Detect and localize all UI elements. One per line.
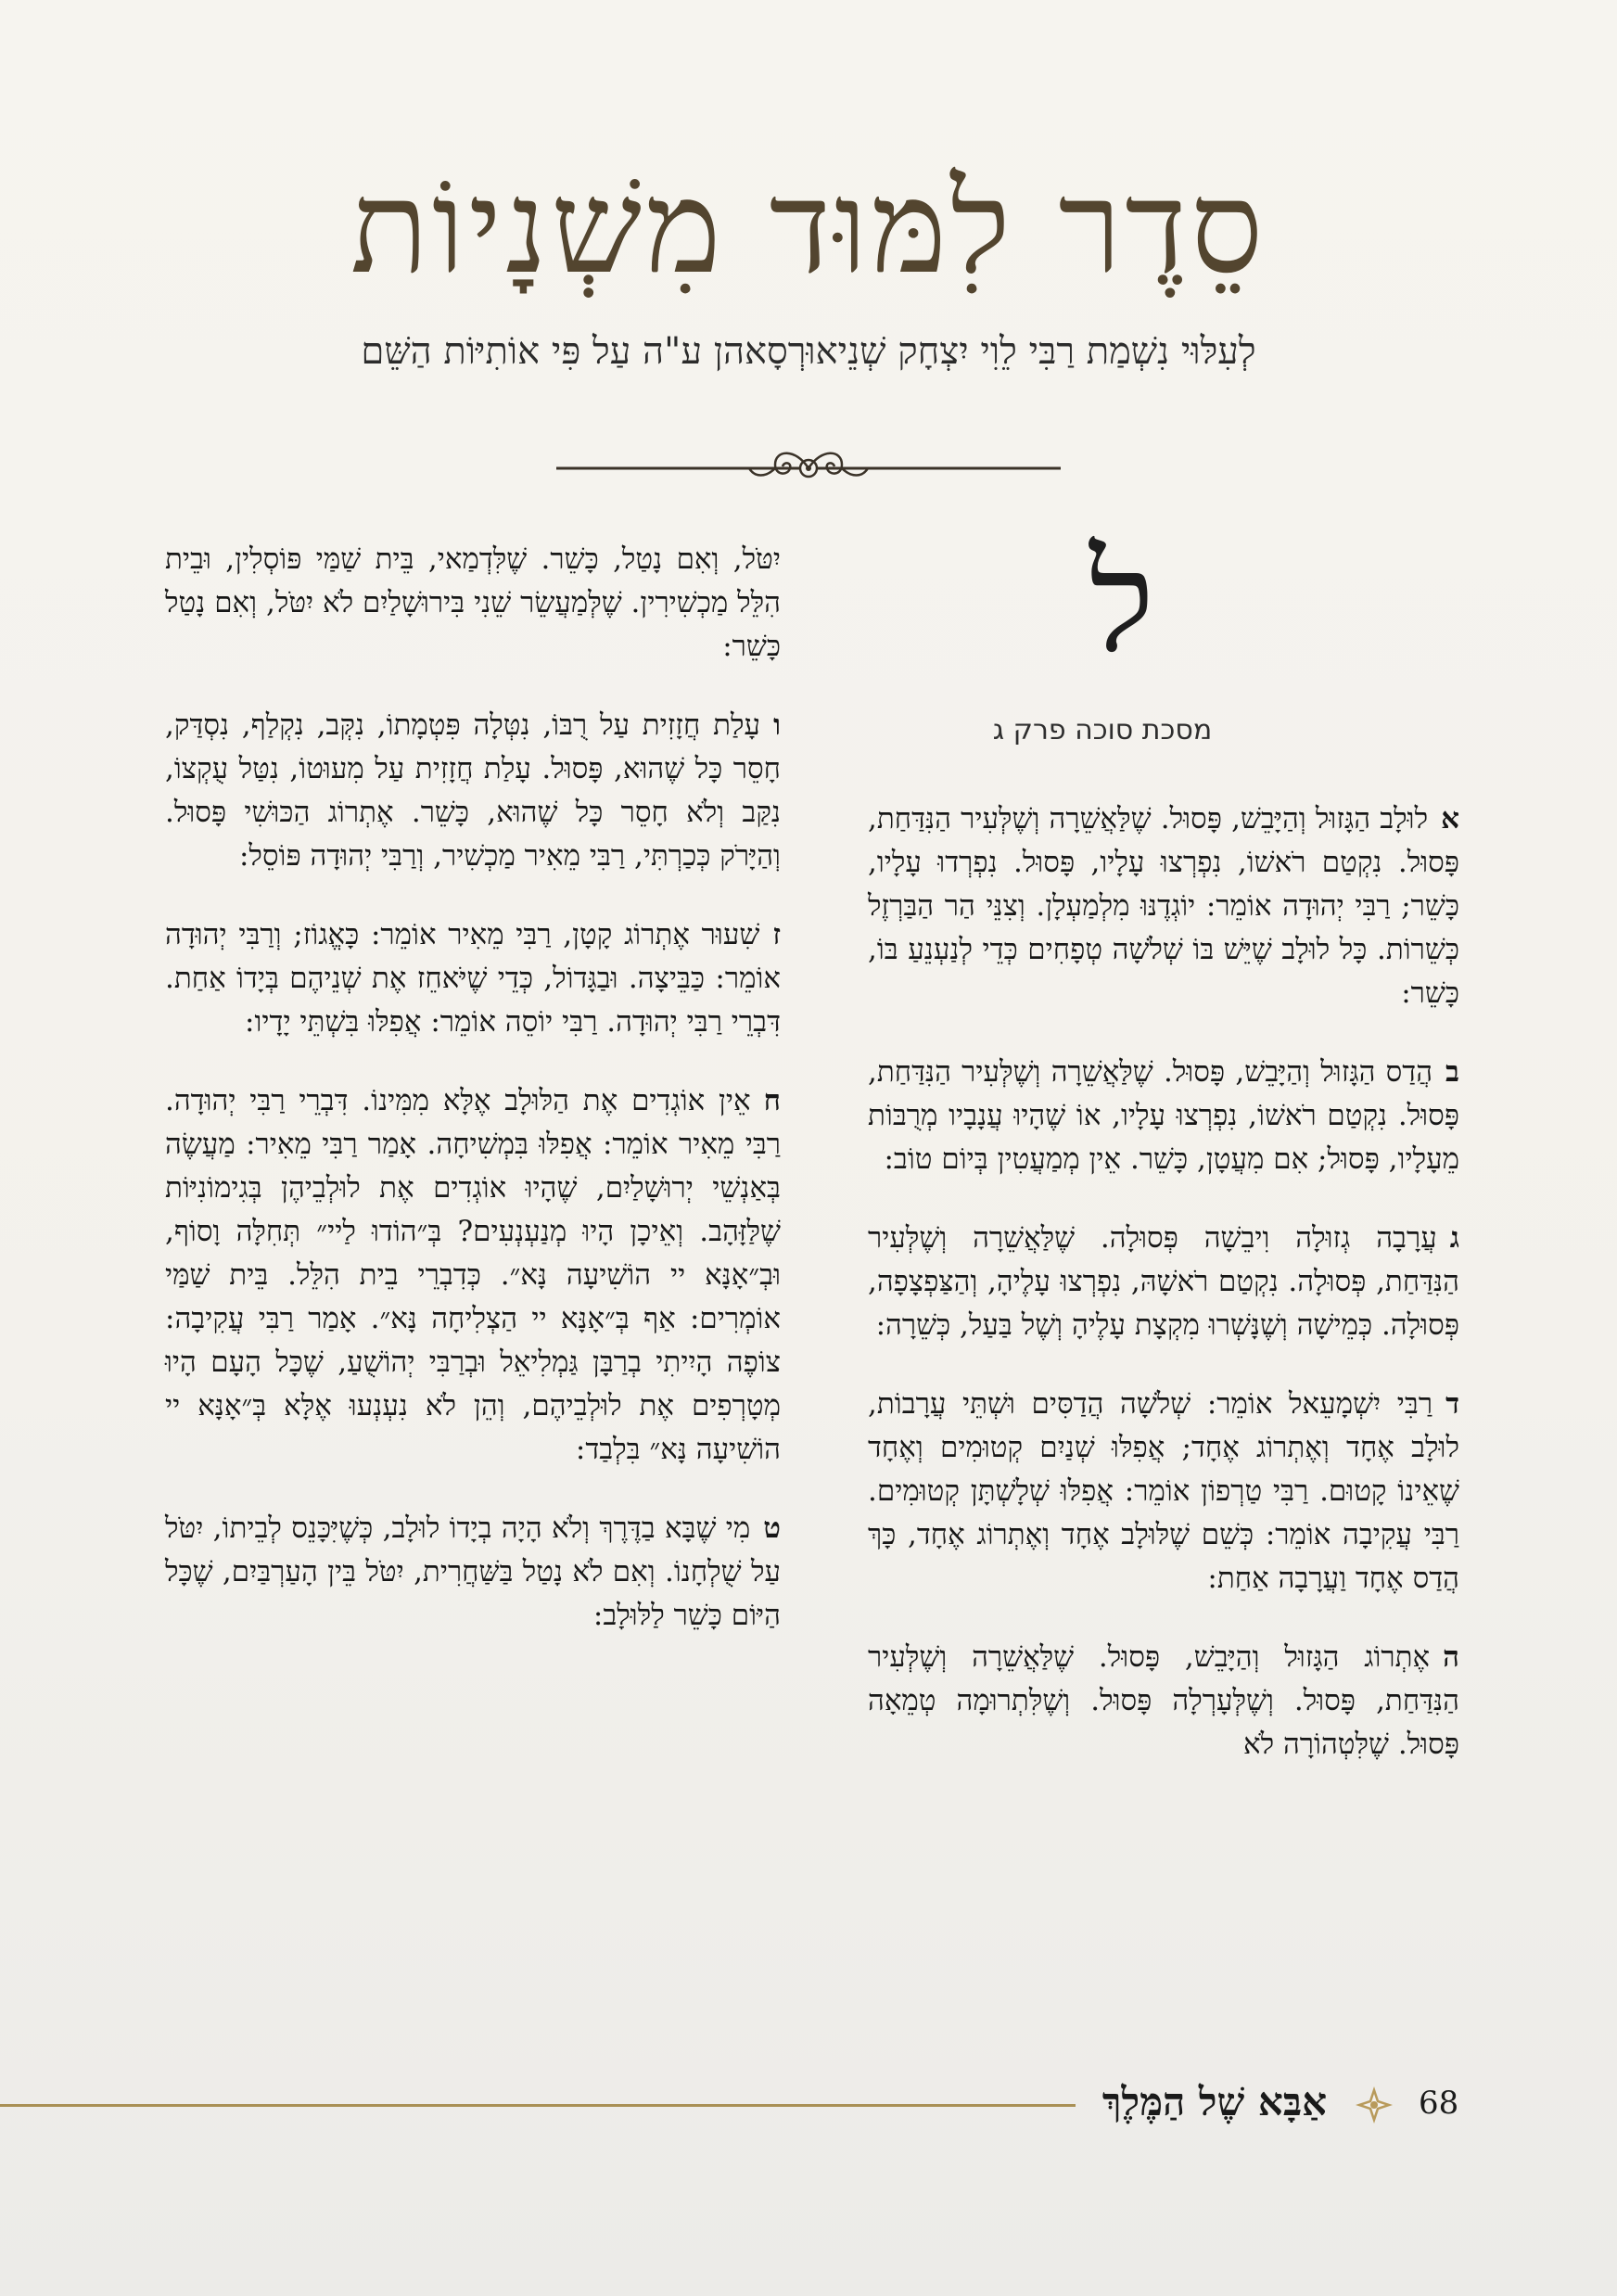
mishna-paragraph (165, 913, 781, 1044)
mishna-text: עֲרָבָה גְזוּלָה וִיבֵשָׁה פְּסוּלָה. שֶׁלַּאֲשֵׁרָה וְשֶׁלְּעִיר הַנִּדַּחַת, פְּסוּלָה. נִקְטַם רֹאשָׁהּ, נִפְרְצוּ עָלֶיהָ, וְהַצַּפְצָפָה, פְּסוּלָה. כְּמֵישָׁה וְשֶׁנָּשְׁרוּ מִקְצָת עָלֶיהָ וְשֶׁל בַּעַל, כְּשֵׁרָה: (868, 1221, 1459, 1342)
mishna-paragraph (868, 1217, 1459, 1347)
page-number: 68 (1419, 2085, 1459, 2122)
mishna-letter: ג (1449, 1221, 1459, 1255)
page-title: סֵדֶר לִמּוּד מִשְׁנָיוֹת (350, 153, 1267, 302)
mishna-paragraph (165, 704, 781, 878)
mishna-letter: ז (772, 918, 781, 951)
mishna-paragraph (868, 1051, 1459, 1181)
footer-brand: אַבָּא שֶׁל הַמֶּלֶךְ (1101, 2079, 1328, 2124)
mishna-letter: ה (1443, 1640, 1459, 1674)
mishna-text: מִי שֶׁבָּא בַדֶּרֶךְ וְלֹא הָיָה בְיָדוֹ לוּלָב, כְּשֶׁיִּכָּנֵס לְבֵיתוֹ, יִטֹּל עַל שֻׁלְחָנוֹ. וְאִם לֹא נָטַל בַּשַּׁחֲרִית, יִטֹּל בֵּין הָעַרְבַּיִם, שֶׁכָּל הַיּוֹם כָּשֵׁר לַלּוּלָב: (165, 1512, 781, 1632)
mishna-paragraph (165, 1507, 781, 1638)
mishna-text: רַבִּי יִשְׁמָעֵאל אוֹמֵר: שְׁלֹשָׁה הֲדַסִּים וּשְׁתֵּי עֲרָבוֹת, לוּלָב אֶחָד וְאֶתְרוֹג אֶחָד; אֲפִלּוּ שְׁנַיִם קְטוּמִים וְאֶחָד שֶׁאֵינוֹ קָטוּם. רַבִּי טַרְפוֹן אוֹמֵר: אֲפִלּוּ שְׁלָשְׁתָּן קְטוּמִים. רַבִּי עֲקִיבָה אוֹמֵר: כְּשֵׁם שֶׁלּוּלָב אֶחָד וְאֶתְרוֹג אֶחָד, כָּךְ הֲדַס אֶחָד וַעֲרָבָה אַחַת: (868, 1387, 1459, 1595)
mishna-paragraph (868, 1383, 1459, 1601)
mishna-letter: ח (763, 1084, 781, 1117)
mishna-paragraph (868, 797, 1459, 1015)
section-letter: ל (1089, 522, 1155, 683)
footer-rule (0, 2104, 1076, 2107)
mishna-paragraph (165, 538, 781, 669)
mishna-text: עָלַת חֲזָזִית עַל רֻבּוֹ, נִטְּלָה פִּטְמָתוֹ, נִקְּב, נִקְלַף, נִסְדַּק, חָסֵר כָּל שֶׁהוּא, פָּסוּל. עָלַת חֲזָזִית עַל מִעוּטוֹ, נִטַּל עֻקְצוֹ, נִקַּב וְלֹא חָסֵר כָּל שֶׁהוּא, כָּשֵׁר. אֶתְרוֹג הַכּוּשִׁי פָּסוּל. וְהַיָּרֹק כְּכַרְתִּי, רַבִּי מֵאִיר מַכְשִׁיר, וְרַבִּי יְהוּדָה פּוֹסֵל: (165, 708, 781, 873)
mishna-paragraph (165, 1079, 781, 1472)
mishna-letter: א (1441, 802, 1459, 835)
divider-ornament-icon (556, 440, 1061, 496)
diamond-ornament-icon (1354, 2085, 1394, 2125)
mishna-text: אֶתְרוֹג הַגָּזוּל וְהַיָּבֵשׁ, פָּסוּל. שֶׁלַּאֲשֵׁרָה וְשֶׁלְּעִיר הַנִּדַּחַת, פָּסוּל. וְשֶׁלְּעָרְלָה פָּסוּל. וְשֶׁלִּתְרוּמָה טְמֵאָה פָּסוּל. שֶׁלִּטְהוֹרָה לֹא (868, 1640, 1459, 1761)
mishna-letter: ו (773, 708, 781, 742)
page-subtitle: לְעִלּוּי נִשְׁמַת רַבִּי לֵוִי יִצְחָק שְׁנֵיאוּרְסָאהן ע"ה עַל פִּי אוֹתִיּוֹת הַשֵּׁם (361, 330, 1256, 373)
tractate-heading: מסכת סוכה פרק ג (992, 714, 1213, 746)
mishna-text: שִׁעוּר אֶתְרוֹג קָטָן, רַבִּי מֵאִיר אוֹמֵר: כָּאֱגוֹז; וְרַבִּי יְהוּדָה אוֹמֵר: כַּבֵּיצָה. וּבַגָּדוֹל, כְּדֵי שֶׁיֹּאחֵז אֶת שְׁנֵיהֶם בְּיָדוֹ אַחַת. דִּבְרֵי רַבִּי יְהוּדָה. רַבִּי יוֹסֵה אוֹמֵר: אֲפִלּוּ בִּשְׁתֵּי יָדָיו: (165, 918, 781, 1039)
mishna-letter: ב (1445, 1055, 1459, 1089)
mishna-letter: ט (763, 1512, 781, 1545)
mishna-paragraph (868, 1636, 1459, 1767)
mishna-text: הֲדַס הַגָּזוּל וְהַיָּבֵשׁ, פָּסוּל. שֶׁלַּאֲשֵׁרָה וְשֶׁלְּעִיר הַנִּדַּחַת, פָּסוּל. נִקְטַם רֹאשׁוֹ, נִפְרְצוּ עָלָיו, אוֹ שֶׁהָיוּ עֲנָבָיו מְרֻבּוֹת מֵעָלָיו, פָּסוּל; אִם מִעֲטָן, כָּשֵׁר. אֵין מְמַעֲטִין בְּיוֹם טוֹב: (868, 1055, 1459, 1176)
left-column (165, 538, 781, 1673)
mishna-text: לוּלָב הַגָּזוּל וְהַיָּבֵשׁ, פָּסוּל. שֶׁלַּאֲשֵׁרָה וְשֶׁלְּעִיר הַנִּדַּחַת, פָּסוּל. נִקְטַם רֹאשׁוֹ, נִפְרְצוּ עָלָיו, פָּסוּל. נִפְרְדוּ עָלָיו, כָּשֵׁר; רַבִּי יְהוּדָה אוֹמֵר: יוֹגְדֶנּוּ מִלְמַעְלָן. וְצִנֵּי הַר הַבַּרְזֶל כְּשֵׁרוֹת. כָּל לוּלָב שֶׁיֵּשׁ בּוֹ שְׁלֹשָׁה טְפָחִים כְּדֵי לְנַעְנֵעַ בּוֹ, כָּשֵׁר: (868, 802, 1459, 1010)
mishna-letter: ד (1445, 1387, 1459, 1421)
mishna-text: אֵין אוֹגְדִים אֶת הַלּוּלָב אֶלָּא מִמִּינוֹ. דִּבְרֵי רַבִּי יְהוּדָה. רַבִּי מֵאִיר אוֹמֵר: אֲפִלּוּ בִּמְשִׁיחָה. אָמַר רַבִּי מֵאִיר: מַעֲשֶׂה בְּאַנְשֵׁי יְרוּשָׁלַיִם, שֶׁהָיוּ אוֹגְדִים אֶת לוּלְבֵיהֶן בְּגִימוֹנִיּוֹת שֶׁלַּזָּהָב. וְאֵיכָן הָיוּ מְנַעְנְעִים? בְּ״הוֹדוּ לַיי״ תְּחִלָּה וָסוֹף, וּבְ״אָנָּא יי הוֹשִׁיעָה נָּא״. כְּדִבְרֵי בֵית הִלֵּל. בֵּית שַׁמַּי אוֹמְרִים: אַף בְּ״אָנָּא יי הַצְלִיחָה נָּא״. אָמַר רַבִּי עֲקִיבָה: צוֹפֶה הָיִיתִי בְרַבָּן גַּמְלִיאֵל וּבְרַבִּי יְהוֹשֻׁעַ, שֶׁכָּל הָעָם הָיוּ מְטָרְפִים אֶת לוּלְבֵיהֶם, וְהֵן לֹא נִעְנְעוּ אֶלָּא בְּ״אָנָּא יי הוֹשִׁיעָה נָּא״ בִּלְבַד: (165, 1084, 781, 1466)
mishna-text: יִטֹּל, וְאִם נָטַל, כָּשֵׁר. שֶׁלִּדְמַאי, בֵּית שַׁמַּי פּוֹסְלִין, וּבֵית הִלֵּל מַכְשִׁירִין. שֶׁלְּמַעֲשֵׂר שֵׁנִי בִּירוּשָׁלַיִם לֹא יִטֹּל, וְאִם נָטַל כָּשֵׁר: (165, 542, 781, 663)
right-column (868, 797, 1459, 1802)
